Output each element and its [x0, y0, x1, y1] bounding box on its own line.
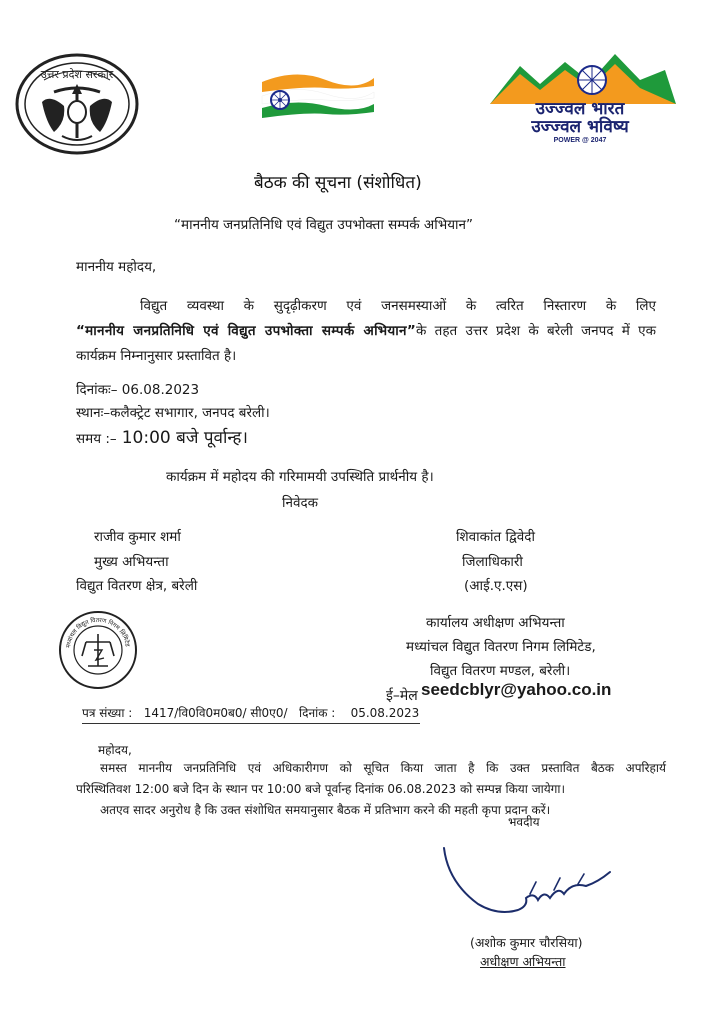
up-government-emblem — [14, 52, 140, 156]
salutation: माननीय महोदय, — [76, 259, 157, 275]
closing-bhavdiy: भवदीय — [508, 815, 540, 829]
ujjwal-bharat-logo — [480, 44, 680, 144]
intro-line-2 — [76, 319, 656, 344]
corporation-seal — [58, 610, 138, 690]
notice-salutation: महोदय, — [98, 743, 132, 757]
intro-paragraph — [76, 294, 656, 369]
time-value: 10:00 बजे पूर्वान्ह। — [121, 428, 248, 448]
svg-text:उत्तर प्रदेश सरकार: उत्तर प्रदेश सरकार — [40, 68, 114, 81]
patra-label: पत्र संख्या : — [82, 706, 133, 720]
email-label: ई–मेल — [386, 688, 418, 704]
signer-designation: अधीक्षण अभियन्ता — [480, 954, 566, 969]
time-label: समय :– — [76, 431, 117, 447]
intro-campaign-name: “माननीय जनप्रतिनिधि एवं विद्युत उपभोक्ता सम्पर्क अभियान” — [76, 323, 416, 339]
intro-line-3: कार्यक्रम निम्नानुसार प्रस्तावित है। — [76, 348, 237, 364]
right-signatory-designation: जिलाधिकारी — [462, 554, 523, 570]
left-signatory-name: राजीव कुमार शर्मा — [94, 529, 181, 545]
intro-line-1: विद्युत व्यवस्था के सुदृढ़ीकरण एवं जनसमस्याओं के त्वरित निस्तारण के लिए — [140, 298, 656, 314]
left-signatory-designation: मुख्य अभियन्ता — [94, 554, 169, 570]
left-signatory-office: विद्युत वितरण क्षेत्र, बरेली — [76, 578, 198, 594]
campaign-name: “माननीय जनप्रतिनिधि एवं विद्युत उपभोक्ता सम्पर्क अभियान” — [174, 217, 474, 233]
notice-paragraph — [76, 758, 666, 821]
notice-line-3: अतएव सादर अनुरोध है कि उक्त संशोधित समयानुसार बैठक में प्रतिभाग करने की महती कृपा प्रदान करें। — [100, 803, 551, 817]
date-label: दिनांकः– — [76, 382, 118, 398]
svg-text:उज्ज्वल भविष्य: उज्ज्वल भविष्य — [531, 117, 629, 137]
handwritten-signature — [438, 842, 618, 922]
right-signatory-name: शिवाकांत द्विवेदी — [456, 529, 535, 545]
svg-text:POWER @ 2047: POWER @ 2047 — [553, 137, 607, 144]
intro-line-2-rest: के तहत उत्तर प्रदेश के बरेली जनपद में एक — [416, 323, 656, 339]
right-signatory-service: (आई.ए.एस) — [464, 578, 528, 594]
svg-text:उज्ज्वल भारत: उज्ज्वल भारत — [535, 99, 625, 119]
meeting-time — [76, 425, 248, 448]
date-value: 06.08.2023 — [121, 382, 200, 398]
reference-line — [82, 704, 420, 724]
nivedak-label: निवेदक — [282, 495, 319, 511]
notice-line-1: समस्त माननीय जनप्रतिनिधि एवं अधिकारीगण को सूचित किया जाता है कि उक्त प्रस्तावित बैठक अपरिहार्य — [100, 761, 666, 775]
patra-value: 1417/वि0वि0म0ब0/ सी0ए0/ — [143, 706, 288, 720]
attendance-request: कार्यक्रम में महोदय की गरिमामयी उपस्थिति प्रार्थनीय है। — [166, 469, 434, 485]
tricolour-flag-emblem — [256, 70, 376, 118]
svg-text:मध्यांचल विद्युत वितरण निगम लि: मध्यांचल विद्युत वितरण निगम लिमिटेड — [65, 616, 131, 649]
dinank-value: 05.08.2023 — [350, 706, 420, 720]
document-title: बैठक की सूचना (संशोधित) — [254, 173, 422, 193]
notice-line-2: परिस्थितिवश 12:00 बजे दिन के स्थान पर 10:00 बजे पूर्वान्ह दिनांक 06.08.2023 को सम्पन्न किया जायेगा। — [76, 782, 566, 796]
meeting-place: स्थानः–कलैक्ट्रेट सभागार, जनपद बरेली। — [76, 405, 270, 421]
email-address: seedcblyr@yahoo.co.in — [421, 680, 612, 699]
office-line-2: मध्यांचल विद्युत वितरण निगम लिमिटेड, — [406, 639, 596, 655]
signer-name: (अशोक कुमार चौरसिया) — [470, 935, 583, 950]
meeting-date — [76, 380, 199, 398]
office-line-1: कार्यालय अधीक्षण अभियन्ता — [426, 615, 565, 631]
office-line-3: विद्युत वितरण मण्डल, बरेली। — [430, 663, 571, 679]
dinank-label: दिनांक : — [298, 706, 336, 720]
